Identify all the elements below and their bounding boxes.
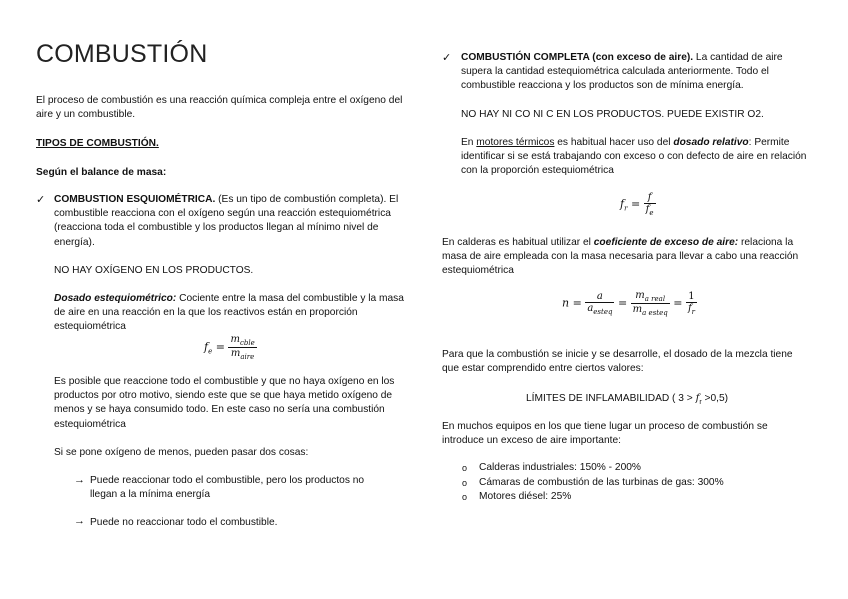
arrow-icon: →	[74, 474, 85, 486]
limites-intro: Para que la combustión se inicie y se desarrolle, el dosado de la mezcla tiene que estar comprendido entre ciertos valores:	[442, 349, 793, 375]
no-oxigeno-text: NO HAY OXÍGENO EN LOS PRODUCTOS.	[54, 265, 254, 276]
exceso-a-den: a	[587, 303, 594, 314]
limites-f: f	[695, 393, 700, 404]
exceso-fr: f	[687, 303, 692, 314]
completa-text: La cantidad de aire supera la cantidad estequiométrica calculada anteriormente. Todo el combustible reacciona y los productos son de mínima energía.	[461, 52, 783, 92]
calderas-pre: En calderas es habitual utilizar el	[442, 237, 594, 248]
motores-link: motores térmicos	[476, 137, 555, 148]
motores-pre: En	[461, 137, 477, 148]
limites-text	[526, 392, 728, 410]
formula-den: m	[230, 348, 241, 359]
exceso-fr-sub: r	[691, 308, 696, 316]
calderas-paragraph	[442, 236, 810, 279]
exceso-m-den: m	[632, 304, 643, 315]
formula-den-sub: aire	[240, 353, 255, 361]
equipo-item-1: Calderas industriales: 150% - 200%	[479, 462, 641, 473]
motores-paragraph	[461, 136, 811, 179]
calderas-post: relaciona la masa de aire empleada con la masa necesaria para llevar a cabo una reacción estequiométrica	[442, 237, 799, 277]
esq-paragraph	[54, 193, 408, 250]
dosado-formula: $f_e$ = $\frac{m_{cble}}{m_{aire}}$	[204, 334, 255, 361]
exceso-m-den-sub: a esteq	[642, 309, 668, 317]
fr-lhs: f	[620, 197, 625, 211]
limites-pre: LÍMITES DE INFLAMABILIDAD ( 3 >	[526, 393, 696, 404]
cosa-item-2: Puede no reaccionar todo el combustible.	[90, 517, 278, 528]
fr-num: f	[647, 192, 652, 203]
bullet-icon: o	[462, 478, 468, 488]
tipos-heading: TIPOS DE COMBUSTIÓN.	[36, 138, 159, 149]
no-hay-text: NO HAY NI CO NI C EN LOS PRODUCTOS. PUEDE EXISTIR O2.	[461, 109, 764, 120]
exceso-one: 1	[688, 291, 695, 302]
intro-paragraph: El proceso de combustión es una reacción química compleja entre el oxígeno del aire y un combustible.	[36, 95, 403, 121]
cosa-item-1: Puede reaccionar todo el combustible, pero los productos no llegan a la mínima energía	[90, 475, 365, 501]
equipo-item-3: Motores diésel: 25%	[479, 491, 572, 502]
limites-post: >0,5)	[701, 393, 729, 404]
page-title: COMBUSTIÓN	[36, 40, 208, 68]
esq-text: (Es un tipo de combustión completa). El combustible reacciona con el oxígeno según una reacción estequiométrica (reacciona toda el combustible y los productos llegan al mínimo nivel de energía).	[54, 194, 399, 248]
esq-lead: COMBUSTION ESQUIOMÉTRICA.	[54, 194, 216, 205]
si-se-pone-text: Si se pone oxígeno de menos, pueden pasar dos cosas:	[54, 447, 309, 458]
formula-lhs-sub: e	[208, 347, 213, 356]
fr-lhs-sub: r	[624, 204, 628, 213]
equipos-intro: En muchos equipos en los que tiene lugar un proceso de combustión se introduce un exceso de aire importante:	[442, 421, 768, 447]
segun-subheading: Según el balance de masa:	[36, 167, 167, 178]
fr-den: f	[645, 204, 650, 215]
exceso-m-num-sub: a real	[644, 295, 666, 303]
formula-num-sub: cble	[239, 339, 255, 347]
exceso-formula: n = $\frac{a}{a_{esteq}}$ = $\frac{m_{a real}}{m_{a esteq}}$ = $\frac{1}{f_r}$	[562, 290, 696, 317]
completa-paragraph	[461, 51, 807, 94]
formula-num: m	[230, 334, 240, 345]
motores-post: : Permite identificar si se está trabajando con exceso o con defecto de aire en relación con la proporción estequiométrica	[461, 137, 807, 177]
dosado-relativo-term: dosado relativo	[673, 137, 749, 148]
arrow-icon: →	[74, 515, 85, 527]
dosado-text: Cociente entre la masa del combustible y la masa de aire en una reacción en la que los reactivos están en proporción estequiométrica	[54, 293, 404, 333]
exceso-a-den-sub: esteq	[593, 308, 613, 316]
posible-paragraph: Es posible que reaccione todo el combustible y que no haya oxígeno en los productos por otro motivo, siendo este que se que haya metido oxígeno de menos y se haya consumido todo. En este caso no sería una combustión estequiométrica	[54, 376, 395, 430]
exceso-a: a	[596, 291, 603, 302]
check-icon: ✓	[442, 52, 452, 64]
exceso-m-num: m	[635, 290, 645, 301]
equipo-item-2: Cámaras de combustión de las turbinas de gas: 300%	[479, 477, 724, 488]
dosado-paragraph	[54, 292, 404, 335]
check-icon: ✓	[36, 194, 46, 206]
bullet-icon: o	[462, 492, 468, 502]
fr-den-sub: e	[649, 209, 654, 217]
fr-formula: $f_r$ = $\frac{f}{f_e}$	[620, 192, 654, 217]
motores-mid: es habitual hacer uso del	[554, 137, 674, 148]
dosado-term: Dosado estequiométrico:	[54, 293, 177, 304]
calderas-term: coeficiente de exceso de aire:	[593, 237, 739, 248]
completa-lead: COMBUSTIÓN COMPLETA (con exceso de aire).	[461, 52, 694, 63]
exceso-n: n	[562, 296, 570, 310]
bullet-icon: o	[462, 463, 468, 473]
limites-sub: r	[699, 399, 702, 407]
formula-lhs: f	[204, 340, 209, 354]
